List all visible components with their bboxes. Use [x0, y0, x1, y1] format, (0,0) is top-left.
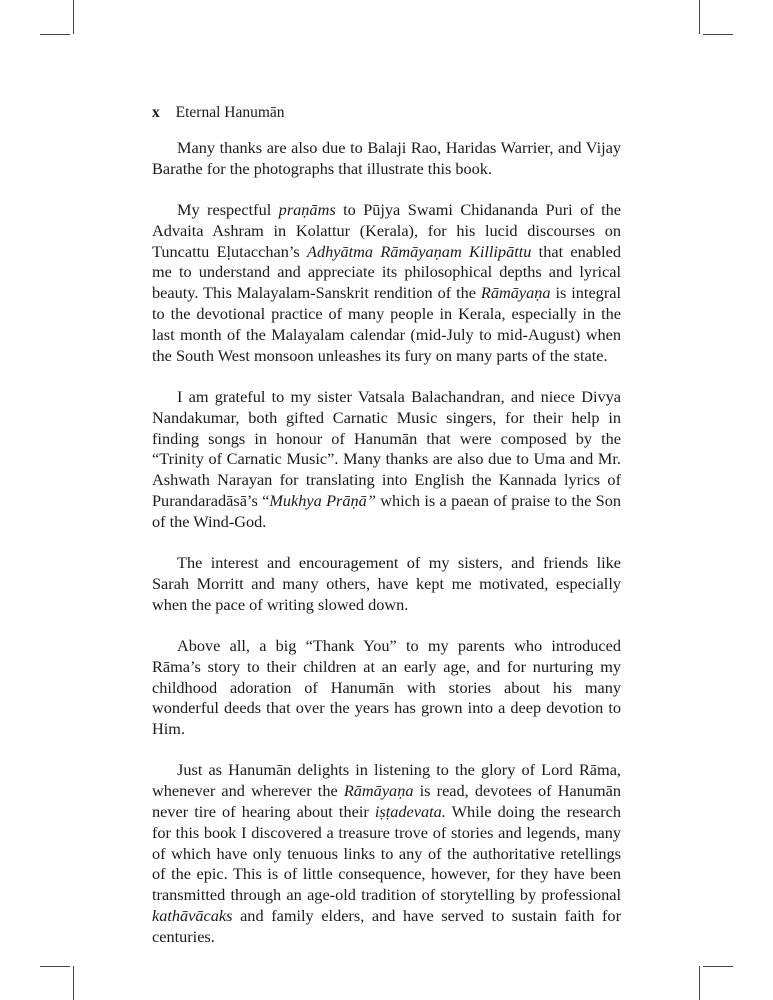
running-title: Eternal Hanumān [175, 104, 285, 121]
crop-mark-top-left [73, 0, 74, 34]
text-run: and family elders, and have served to sustain faith for centuries. [152, 906, 621, 946]
text-run: My respectful [177, 200, 279, 220]
text-run: to Pūjya Swami Chidananda Puri of the Advaita Ashram in Kolattur (Kerala), for his lucid discourses on Tuncattu Eḷutacchan’s [152, 200, 622, 261]
crop-mark-bottom-left [73, 966, 74, 1000]
text-run: which is a paean of praise to the Son of the Wind-God. [152, 490, 621, 531]
paragraph-6 [152, 760, 621, 947]
text-run: I am grateful to my sister Vatsala Balachandran, and niece Divya Nandakumar, both gifted Carnatic Music singers, for their help in finding songs in honour of Hanumān that were composed by the “Trinity of Carnatic Music”. Many thanks are also due to Uma and Mr. Ashwath Narayan for translating into English the Kannada lyrics of Purandaradāsā’s “ [152, 386, 621, 510]
paragraph-5 [152, 636, 621, 740]
italic-term: Rāmāyaṇa [480, 283, 551, 303]
crop-mark-bottom-right-h [703, 966, 733, 967]
text-run: that enabled me to understand and appreciate its philosophical depths and lyrical beauty. This Malayalam-Sanskrit rendition of the [152, 241, 621, 303]
paragraph-2 [152, 200, 621, 366]
crop-mark-top-right-h [703, 34, 733, 35]
page-number: x [152, 104, 160, 121]
crop-mark-bottom-left-h [40, 966, 70, 967]
crop-mark-top-right [699, 0, 700, 34]
body-text [152, 138, 621, 948]
running-header [152, 104, 285, 122]
crop-mark-bottom-right [699, 966, 700, 1000]
italic-term: Mukhya Prāṇā” [269, 490, 376, 510]
text-run: While doing the research for this book I discovered a treasure trove of stories and legends, many of which have only tenuous links to any of the authoritative retellings of the epic. This is of little consequence, however, for they have been transmitted through an age-old tradition of storytelling by professional [152, 802, 621, 905]
text-run: Many thanks are also due to Balaji Rao, Haridas Warrier, and Vijay Barathe for the photographs that illustrate this book. [152, 138, 621, 178]
text-run: is integral to the devotional practice of many people in Kerala, especially in the last month of the Malayalam calendar (mid-July to mid-August) when the South West monsoon unleashes its fury on many parts of the state. [152, 283, 621, 365]
text-run: The interest and encouragement of my sisters, and friends like Sarah Morritt and many others, have kept me motivated, especially when the pace of writing slowed down. [152, 553, 621, 614]
italic-term: praṇāms [278, 200, 336, 220]
text-run: Above all, a big “Thank You” to my parents who introduced Rāma’s story to their children at an early age, and for nurturing my childhood adoration of Hanumān with stories about his many wonderful deeds that over the years has grown into a deep devotion to Him. [152, 635, 621, 739]
italic-term: kathāvācaks [152, 906, 233, 925]
text-run: is read, devotees of Hanumān never tire of hearing about their [152, 781, 621, 822]
crop-mark-top-left-h [40, 34, 70, 35]
italic-term: iṣṭadevata. [374, 802, 446, 822]
paragraph-3 [152, 387, 621, 533]
paragraph-4 [152, 553, 621, 615]
paragraph-1 [152, 138, 621, 180]
italic-term: Adhyātma Rāmāyaṇam Killipāttu [307, 241, 532, 261]
text-run: Just as Hanumān delights in listening to the glory of Lord Rāma, whenever and wherever the [152, 760, 621, 801]
italic-term: Rāmāyaṇa [343, 781, 414, 801]
